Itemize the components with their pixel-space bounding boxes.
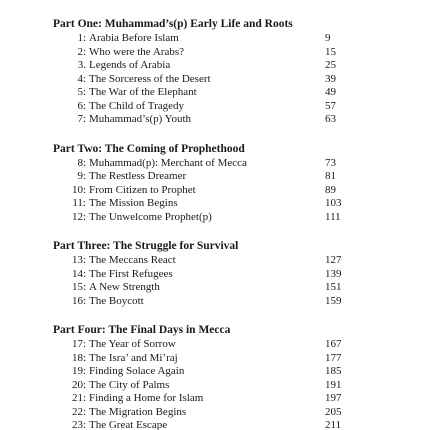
toc-part-three	[53, 239, 413, 308]
page-number: 205	[325, 405, 342, 418]
chapter-number: 6:	[77, 99, 86, 112]
toc-entry[interactable]	[53, 254, 413, 268]
chapter-number: 10:	[71, 183, 86, 196]
part-heading: Part Two: The Coming of Prophethood	[53, 142, 245, 155]
chapter-number: 7:	[77, 113, 86, 125]
chapter-title: The Sorceress of the Desert	[89, 72, 211, 85]
chapter-title: The Year of Sorrow	[89, 338, 176, 350]
toc-entry[interactable]	[53, 295, 413, 309]
part-heading: Part Four: The Final Days in Mecca	[53, 324, 231, 336]
chapter-title: Arabia Before Islam	[89, 32, 179, 44]
page-number: 49	[325, 86, 336, 98]
toc-entry[interactable]	[53, 113, 413, 127]
page-number: 89	[325, 183, 336, 196]
toc-part-one	[53, 17, 413, 127]
page-number: 39	[325, 72, 336, 85]
chapter-title: The Restless Dreamer	[89, 170, 187, 182]
chapter-number: 11:	[72, 197, 86, 209]
toc-part-four	[53, 323, 413, 430]
chapter-title: The Great Escape	[89, 419, 168, 430]
chapter-title: The Mission Begins	[89, 197, 178, 209]
chapter-number: 2:	[77, 45, 86, 58]
part-heading: Part Three: The Struggle for Survival	[53, 240, 239, 252]
chapter-title: The Boycott	[89, 294, 144, 307]
chapter-title: The Migration Begins	[89, 405, 187, 418]
chapter-title: The Unwelcome Prophet(p)	[89, 210, 212, 223]
page-number: 167	[325, 338, 342, 350]
page-number: 111	[325, 210, 341, 223]
chapter-number: 23:	[71, 419, 86, 430]
chapter-title: The Child of Tragedy	[89, 99, 185, 112]
part-heading: Part One: Muhammad’s(p) Early Life and Roots	[53, 18, 293, 30]
toc-entry[interactable]	[53, 392, 413, 406]
toc-entry[interactable]	[53, 268, 413, 282]
chapter-title: Finding Solace Again	[89, 365, 185, 377]
page-number: 15	[325, 45, 336, 58]
chapter-title: Legends of Arabia	[89, 59, 171, 71]
chapter-number: 22:	[71, 405, 86, 418]
toc-entry[interactable]	[53, 86, 413, 100]
toc-entry[interactable]	[53, 100, 413, 114]
toc-entry[interactable]	[53, 419, 413, 430]
page-number: 185	[325, 365, 342, 377]
page-number: 103	[325, 197, 342, 209]
toc-entry[interactable]	[53, 281, 413, 295]
chapter-title: The First Refugees	[89, 267, 173, 280]
chapter-number: 1:	[77, 32, 86, 44]
chapter-title: The Isra’ and Mi’raj	[89, 351, 178, 364]
page-number: 9	[325, 32, 331, 44]
chapter-title: A New Strength	[89, 281, 160, 293]
toc-entry[interactable]	[53, 197, 413, 211]
chapter-number: 21:	[71, 392, 86, 404]
chapter-title: From Citizen to Prophet	[89, 183, 196, 196]
toc-entry[interactable]	[53, 211, 413, 225]
chapter-title: The Meccans React	[89, 254, 176, 266]
chapter-number: 15:	[71, 281, 86, 293]
chapter-number: 20:	[71, 378, 86, 391]
page-number: 191	[325, 378, 342, 391]
chapter-number: 14:	[71, 267, 86, 280]
page-number: 127	[325, 254, 342, 266]
chapter-title: Muhammad(p): Merchant of Mecca	[89, 156, 247, 169]
page-number: 63	[325, 113, 336, 125]
toc-entry[interactable]	[53, 184, 413, 198]
toc-entry[interactable]	[53, 352, 413, 366]
chapter-number: 17:	[71, 338, 86, 350]
page-number: 81	[325, 170, 336, 182]
page-number: 177	[325, 351, 342, 364]
toc-entry[interactable]	[53, 46, 413, 60]
toc-entry[interactable]	[53, 73, 413, 87]
chapter-number: 16:	[71, 294, 86, 307]
chapter-number: 19:	[71, 365, 86, 377]
chapter-title: The City of Palms	[89, 378, 170, 391]
chapter-number: 3.	[77, 59, 86, 71]
toc-entry[interactable]	[53, 365, 413, 379]
chapter-number: 13:	[71, 254, 86, 266]
chapter-title: Finding a Home for Islam	[89, 392, 204, 404]
chapter-number: 9:	[77, 170, 86, 182]
chapter-number: 4:	[77, 72, 86, 85]
toc-entry[interactable]	[53, 157, 413, 171]
page-number: 57	[325, 99, 336, 112]
toc-part-two	[53, 142, 413, 225]
page-number: 159	[325, 294, 342, 307]
chapter-title: The War of the Elephant	[89, 86, 197, 98]
chapter-number: 8:	[77, 156, 86, 169]
toc-entry[interactable]	[53, 59, 413, 73]
page-number: 139	[325, 267, 342, 280]
toc-entry[interactable]	[53, 170, 413, 184]
toc-entry[interactable]	[53, 379, 413, 393]
chapter-title: Muhammad’s(p) Youth	[89, 113, 192, 125]
chapter-number: 5:	[77, 86, 86, 98]
toc-entry[interactable]	[53, 338, 413, 352]
page-number: 211	[325, 419, 342, 430]
chapter-number: 12:	[71, 210, 86, 223]
toc-entry[interactable]	[53, 406, 413, 420]
page-number: 197	[325, 392, 342, 404]
chapter-title: Who were the Arabs?	[89, 45, 184, 58]
toc-entry[interactable]	[53, 32, 413, 46]
page-number: 25	[325, 59, 336, 71]
page-number: 151	[325, 281, 342, 293]
page-number: 73	[325, 156, 336, 169]
table-of-contents	[53, 17, 413, 430]
chapter-number: 18:	[71, 351, 86, 364]
